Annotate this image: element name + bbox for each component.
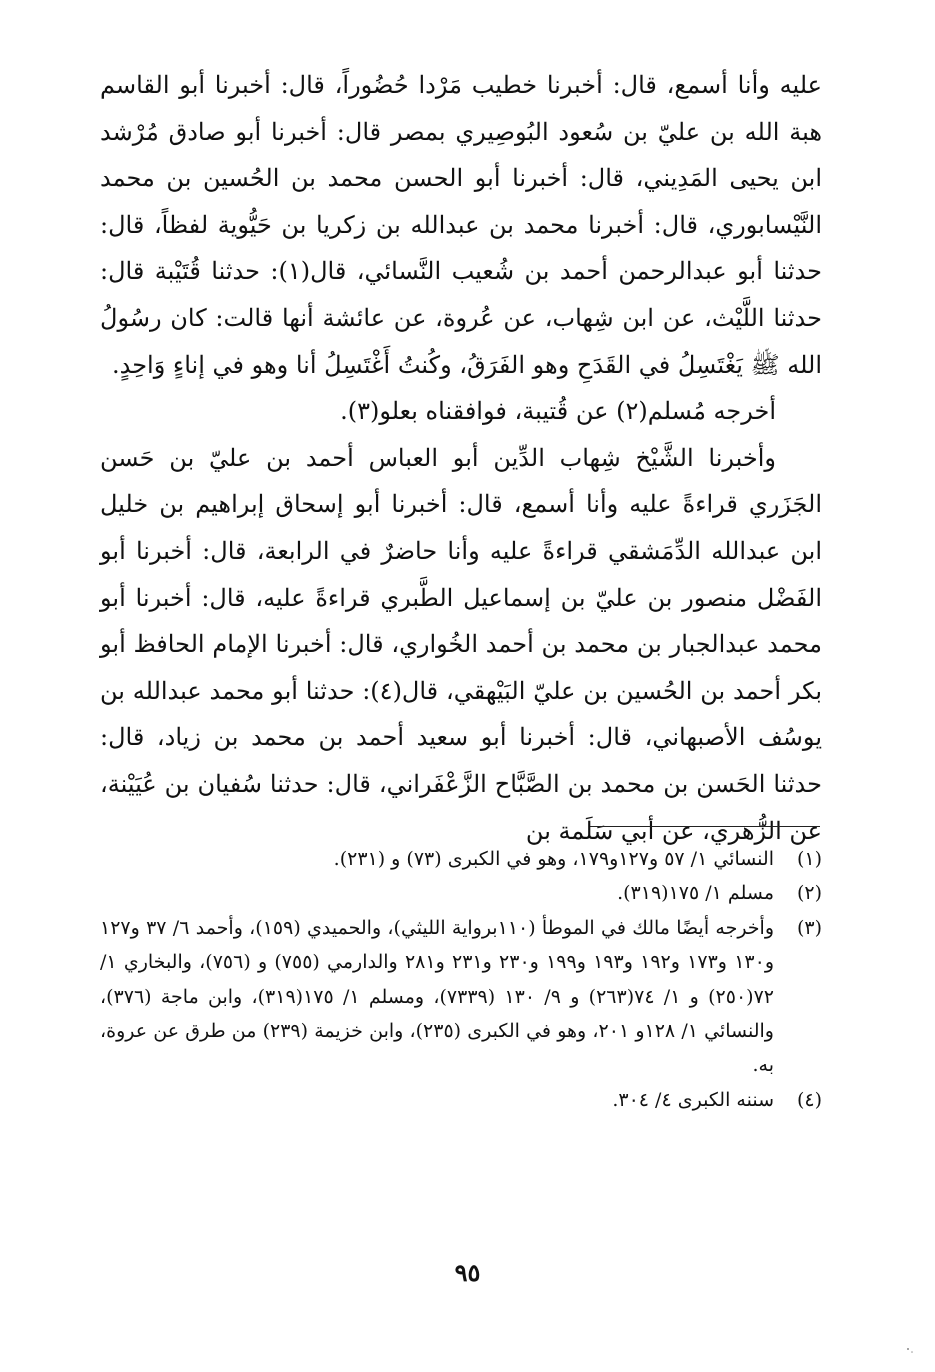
footnote — [100, 876, 822, 910]
paragraph-3: وأخبرنا الشَّيْخ شِهاب الدِّين أبو العباس أحمد بن عليّ بن حَسن الجَزَري قراءةً عليه وأنا أسمع، قال: أخبرنا أبو إسحاق إبراهيم بن خليل ابن عبدالله الدِّمَشقي قراءةً عليه وأنا حاضرٌ في الرابعة، قال: أخبرنا أبو الفَضْل منصور بن عليّ بن إسماعيل الطَّبري قراءةً عليه، قال: أخبرنا أبو محمد عبدالجبار بن محمد بن أحمد الخُواري، قال: أخبرنا الإمام الحافظ أبو بكر أحمد بن الحُسين بن عليّ البَيْهقي، قال(٤): حدثنا أبو محمد عبدالله بن يوسُف الأصبهاني، قال: أخبرنا أبو سعيد أحمد بن محمد بن زياد، قال: حدثنا الحَسن بن محمد بن الصَّبَّاح الزَّعْفَراني، قال: حدثنا سُفيان بن عُيَيْنة، عن الزُّهري، عن أبي سَلَمة بن — [100, 443, 822, 845]
footnote — [100, 842, 822, 876]
scan-specks — [905, 1346, 915, 1356]
footnotes — [100, 842, 822, 1117]
footnote-text: مسلم ١/ ١٧٥(٣١٩). — [617, 882, 774, 905]
paragraph-1: عليه وأنا أسمع، قال: أخبرنا خطيب مَرْدا حُضُوراً، قال: أخبرنا أبو القاسم هبة الله بن عليّ بن سُعود البُوصِيري بمصر قال: أخبرنا أبو صادق مُرْشد ابن يحيى المَدِيني، قال: أخبرنا أبو الحسن محمد بن الحُسين بن محمد النَّيْسابوري، قال: أخبرنا محمد بن عبدالله بن زكريا بن حَيُّوية لفظاً، قال: حدثنا أبو عبدالرحمن أحمد بن شُعيب النَّسائي، قال(١): حدثنا قُتَيْبة قال: حدثنا اللَّيْث، عن ابن شِهاب، عن عُروة، عن عائشة أنها قالت: كان رسُولُ الله ﷺ يَغْتَسِلُ في القَدَحِ وهو الفَرَقُ، وكُنتُ أَغْتَسِلُ أنا وهو في إناءٍ وَاحِدٍ. — [100, 71, 822, 379]
main-text — [100, 62, 822, 854]
footnote-text: سننه الكبرى ٤/ ٣٠٤. — [612, 1088, 774, 1111]
paragraph-2: أخرجه مُسلم(٢) عن قُتيبة، فوافقناه بعلو(٣). — [340, 397, 776, 426]
footnote-text: وأخرجه أيضًا مالك في الموطأ (١١٠برواية الليثي)، والحميدي (١٥٩)، وأحمد ٦/ ٣٧ و١٢٧ و١٣٠ و١٧٣ و١٩٢ و١٩٣ و١٩٩ و٢٣٠ و٢٣١ و٢٨١ والدارمي (٧٥٥) و (٧٥٦)، والبخاري ١/ ٧٢(٢٥٠) و ١/ ٧٤(٢٦٣) و ٩/ ١٣٠ (٧٣٣٩)، ومسلم ١/ ١٧٥(٣١٩)، وابن ماجة (٣٧٦)، والنسائي ١/ ١٢٨و ٢٠١، وهو في الكبرى (٢٣٥)، وابن خزيمة (٢٣٩) من طرق عن عروة، به. — [100, 916, 775, 1077]
footnote-number: (٢) — [796, 882, 822, 905]
page-number: ٩٥ — [454, 1258, 481, 1287]
footnote-number: (١) — [796, 848, 822, 870]
footnote — [100, 1083, 822, 1117]
footnote — [100, 911, 822, 1083]
footnote-number: (٣) — [796, 916, 822, 939]
footnote-text: النسائي ١/ ٥٧ و١٢٧و١٧٩، وهو في الكبرى (٧٣) و (٢٣١). — [333, 848, 774, 870]
footnote-number: (٤) — [796, 1088, 822, 1111]
footnote-separator — [590, 826, 820, 827]
